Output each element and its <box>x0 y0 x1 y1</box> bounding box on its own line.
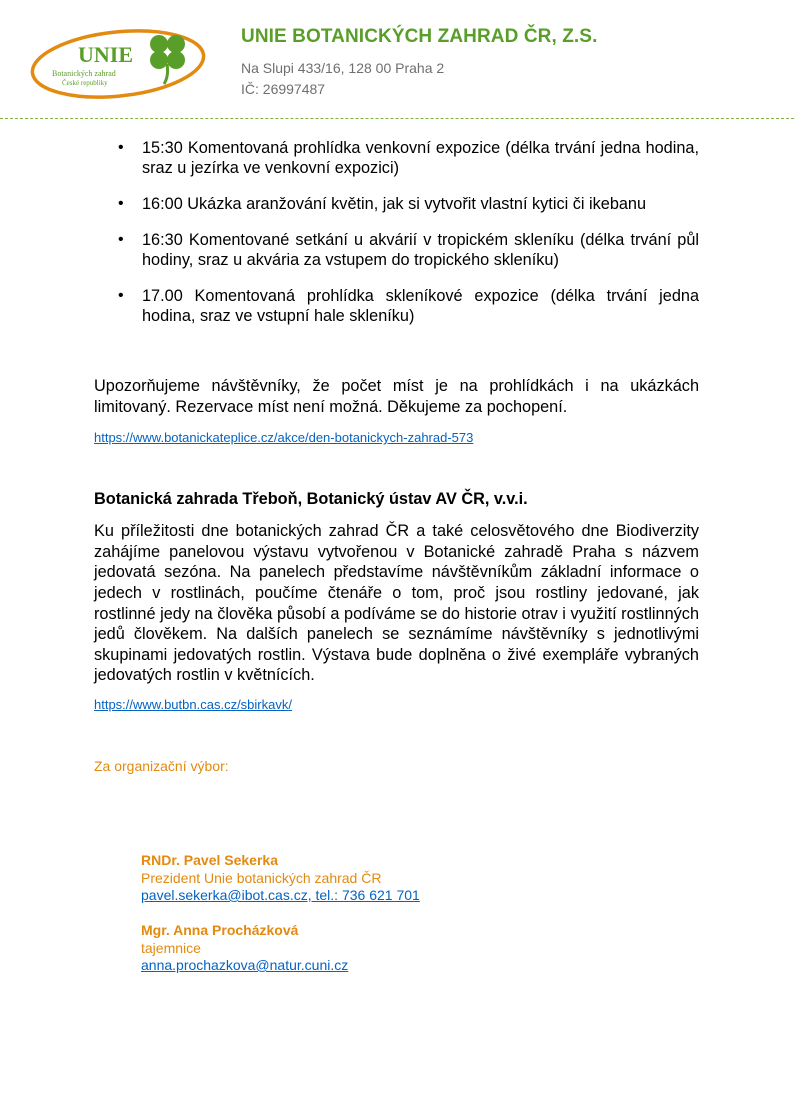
event-list <box>94 138 699 326</box>
list-item: • 16:30 Komentované setkání u akvárií v tropickém skleníku (délka trvání půl hodiny, sraz u akvária za vstupem do tropického skleníku) <box>118 231 699 269</box>
clover-icon <box>150 35 185 84</box>
notice-paragraph: Upozorňujeme návštěvníky, že počet míst je na prohlídkách i na ukázkách limitovaný. Rezervace míst není možná. Děkujeme za pochopení. <box>94 377 699 416</box>
list-item: • 15:30 Komentovaná prohlídka venkovní expozice (délka trvání jedna hodina, sraz u jezírka ve venkovní expozici) <box>118 139 699 177</box>
header-divider <box>0 118 794 119</box>
bullet-icon: • <box>118 195 124 212</box>
signatory-name: RNDr. Pavel Sekerka <box>141 852 278 868</box>
svg-text:České republiky: České republiky <box>62 79 108 87</box>
signatory-name: Mgr. Anna Procházková <box>141 922 299 938</box>
bullet-icon: • <box>118 287 124 304</box>
signatory-contact-link[interactable]: anna.prochazkova@natur.cuni.cz <box>141 957 349 973</box>
list-item: • 16:00 Ukázka aranžování květin, jak si vytvořit vlastní kytici či ikebanu <box>118 195 647 213</box>
bullet-icon: • <box>118 139 124 156</box>
committee-title: Za organizační výbor: <box>94 757 229 774</box>
logo <box>30 24 210 102</box>
signatory-contact-link[interactable]: pavel.sekerka@ibot.cas.cz, tel.: 736 621 701 <box>141 887 420 903</box>
header <box>241 26 597 100</box>
svg-text:UNIE: UNIE <box>78 42 134 67</box>
organization-name: UNIE BOTANICKÝCH ZAHRAD ČR, Z.S. <box>241 26 598 47</box>
signatory-role: tajemnice <box>141 939 201 956</box>
section-paragraph: Ku příležitosti dne botanických zahrad ČR a také celosvětového dne Biodiverzity zahájíme panelovou výstavu vytvořenou v Botanické zahradě Praha s názvem jedovatá sezóna. Na panelech představíme návštěvníkům základní informace o jedech v rostlinách, poučíme čtenáře o tom, proč jsou rostliny jedované, jak rostlinné jedy na člověka působí a podíváme se do historie otrav i využití rostlinných jedů člověkem. Na dalších panelech se seznámíme návštěvníky s jednotlivými skupinami jedovatých rostlin. Výstava bude doplněna o živé exempláře vybraných jedovatých rostlin v květnících. <box>94 522 699 685</box>
section-heading: Botanická zahrada Třeboň, Botanický ústav AV ČR, v.v.i. <box>94 490 528 509</box>
signature-block <box>141 922 541 975</box>
signature-block <box>141 852 541 905</box>
list-item: • 17.00 Komentovaná prohlídka skleníkové expozice (délka trvání jedna hodina, sraz ve vstupní hale skleníku) <box>118 287 699 325</box>
svg-text:Botanických zahrad: Botanických zahrad <box>52 69 116 78</box>
signatory-role: Prezident Unie botanických zahrad ČR <box>141 869 382 886</box>
section-link[interactable]: https://www.butbn.cas.cz/sbirkavk/ <box>94 696 292 712</box>
logo-graphic <box>30 24 210 102</box>
bullet-icon: • <box>118 231 124 248</box>
company-id: IČ: 26997487 <box>241 81 326 97</box>
address: Na Slupi 433/16, 128 00 Praha 2 <box>241 60 445 76</box>
main-content <box>94 138 699 774</box>
event-link[interactable]: https://www.botanickateplice.cz/akce/den-botanickych-zahrad-573 <box>94 430 474 446</box>
